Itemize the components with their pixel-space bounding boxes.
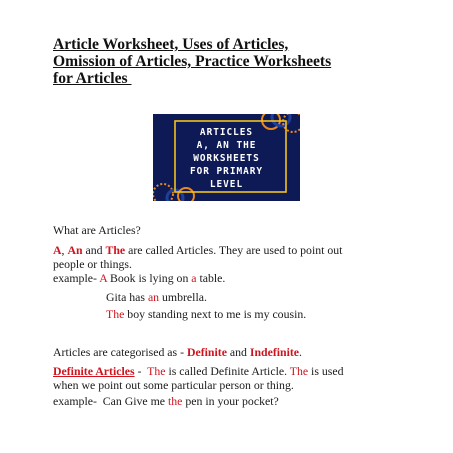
example-text: example- Can Give me: [53, 394, 168, 408]
example-article: The: [106, 307, 125, 321]
title-line-3: for Articles: [53, 70, 132, 87]
category-indefinite: Indefinite: [249, 345, 300, 359]
articles-definition: [53, 243, 413, 271]
example-1: [53, 271, 413, 285]
article-the: The: [289, 364, 309, 378]
example-3: [106, 307, 453, 321]
question-what-are-articles: What are Articles?: [53, 223, 141, 237]
example-prefix: example-: [53, 271, 100, 285]
example-article: the: [167, 394, 183, 408]
example-text: umbrella.: [159, 290, 207, 304]
banner-text: [153, 126, 300, 191]
definition-text: are called Articles. They are used to point out: [125, 243, 343, 257]
articles-banner: [153, 114, 300, 201]
definition-text-2: people or things.: [53, 257, 132, 271]
title-line-2: Omission of Articles, Practice Worksheets: [53, 53, 332, 70]
category-definite: Definite: [186, 345, 227, 359]
example-text: Book is lying on: [107, 271, 192, 285]
definite-text-2: when we point out some particular person or thing.: [53, 378, 294, 392]
definite-text: is called Definite Article.: [165, 364, 290, 378]
example-4: [53, 394, 413, 408]
example-article: an: [147, 290, 160, 304]
definite-articles-heading: Definite Articles: [53, 364, 135, 378]
text-comma: ,: [61, 243, 68, 257]
page-title: [53, 36, 403, 87]
article-an: An: [67, 243, 83, 257]
definite-articles-paragraph: [53, 364, 413, 392]
title-line-1: Article Worksheet, Uses of Articles,: [53, 36, 289, 53]
example-text: boy standing next to me is my cousin.: [124, 307, 307, 321]
banner-line-3: WORKSHEETS: [193, 153, 260, 164]
article-the: The: [147, 364, 166, 378]
example-text: table.: [196, 271, 226, 285]
banner-line-1: ARTICLES: [199, 127, 254, 138]
text-and: and: [226, 345, 250, 359]
example-article: A: [99, 271, 108, 285]
banner-line-4: FOR PRIMARY: [189, 166, 264, 177]
banner-line-5: LEVEL: [209, 179, 244, 190]
article-a: A: [53, 243, 62, 257]
articles-categories: [53, 345, 413, 359]
example-text: Gita has: [106, 290, 148, 304]
definite-text: is used: [308, 364, 344, 378]
banner-line-2: A, AN THE: [196, 140, 257, 151]
categories-text: Articles are categorised as -: [53, 345, 187, 359]
text-period: .: [299, 345, 302, 359]
text-and: and: [82, 243, 106, 257]
example-text: pen in your pocket?: [182, 394, 279, 408]
article-the: The: [105, 243, 126, 257]
example-2: [106, 290, 453, 304]
example-article: a: [191, 271, 197, 285]
text-dash: -: [134, 364, 148, 378]
